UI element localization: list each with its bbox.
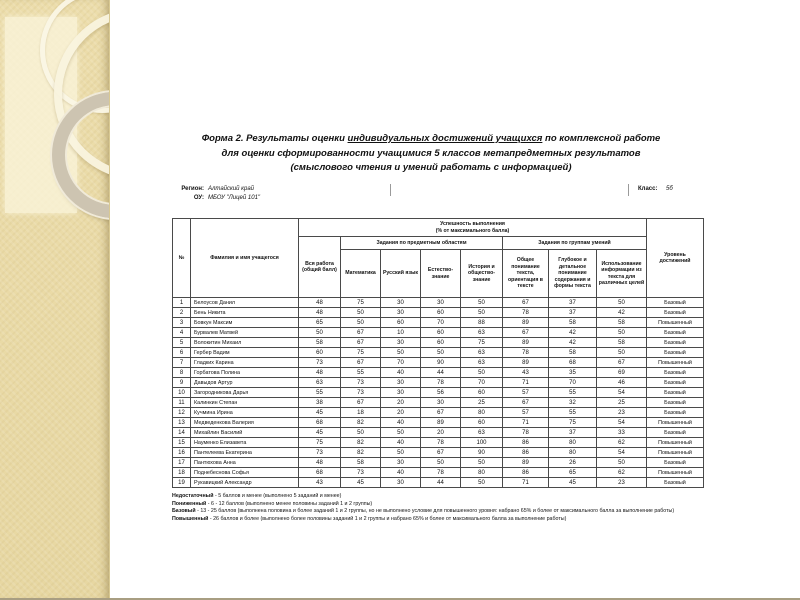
table-row	[173, 308, 704, 318]
score-cell: 86	[503, 448, 549, 458]
score-cell: 23	[597, 478, 647, 488]
col-header-info-usage: Использование информации из текста для различных целей	[597, 250, 647, 298]
legend-line: Пониженный - 6 - 12 баллов (выполнено менее половины заданий 1 и 2 группы)	[172, 500, 373, 507]
col-header-math: Математика	[341, 250, 381, 298]
score-cell: 89	[503, 338, 549, 348]
student-name-cell: Пантелеева Екатерина	[191, 448, 299, 458]
score-cell: 82	[341, 448, 381, 458]
score-cell: 30	[381, 478, 421, 488]
score-cell: 78	[503, 308, 549, 318]
score-cell: 67	[341, 328, 381, 338]
col-header-deep-understanding: Глубокое и детальное понимание содержания и формы текста	[549, 250, 597, 298]
score-cell: 65	[549, 468, 597, 478]
score-cell: 25	[597, 398, 647, 408]
legend-line: Недостаточный - 5 баллов и менее (выполнено 5 заданий и менее)	[172, 493, 342, 499]
score-cell: 80	[549, 438, 597, 448]
row-number-cell: 18	[173, 468, 191, 478]
score-cell: 40	[381, 368, 421, 378]
col-header-skills-group: Задания по группам умений	[503, 237, 647, 250]
score-cell: 58	[597, 338, 647, 348]
level-cell: Базовый	[647, 378, 704, 388]
score-cell: 67	[503, 298, 549, 308]
score-cell: 60	[299, 348, 341, 358]
score-cell: 54	[597, 388, 647, 398]
col-header-science: Естество-знание	[421, 250, 461, 298]
slide-title	[148, 132, 714, 176]
score-cell: 57	[503, 388, 549, 398]
score-cell: 63	[461, 328, 503, 338]
table-row	[173, 338, 704, 348]
score-cell: 58	[299, 338, 341, 348]
score-cell: 40	[381, 418, 421, 428]
row-number-cell: 13	[173, 418, 191, 428]
score-cell: 10	[381, 328, 421, 338]
row-number-cell: 4	[173, 328, 191, 338]
score-cell: 62	[597, 468, 647, 478]
score-cell: 73	[299, 448, 341, 458]
score-cell: 30	[421, 298, 461, 308]
score-cell: 45	[341, 478, 381, 488]
score-cell: 70	[421, 318, 461, 328]
class-label: Класс:	[638, 186, 658, 192]
score-cell: 20	[421, 428, 461, 438]
score-cell: 50	[341, 318, 381, 328]
level-cell: Повышенный	[647, 468, 704, 478]
row-number-cell: 9	[173, 378, 191, 388]
score-cell: 50	[421, 458, 461, 468]
decorative-sidebar	[0, 0, 110, 600]
score-cell: 89	[503, 458, 549, 468]
table-row	[173, 348, 704, 358]
level-cell: Базовый	[647, 348, 704, 358]
score-cell: 60	[421, 338, 461, 348]
table-row	[173, 418, 704, 428]
score-cell: 58	[597, 318, 647, 328]
separator-tick-left	[390, 184, 391, 196]
score-cell: 71	[503, 378, 549, 388]
level-cell: Базовый	[647, 308, 704, 318]
table-row	[173, 298, 704, 308]
legend-line: Базовый - 13 - 25 баллов (выполнена половина и более заданий 1 и 2 группы, но не выполнено условие для повышенного уровня: набрано 65% и более от максимального балла за выполнение работы)	[172, 508, 675, 515]
score-cell: 50	[597, 298, 647, 308]
score-cell: 75	[549, 418, 597, 428]
student-name-cell: Волокитин Михаил	[191, 338, 299, 348]
score-cell: 50	[341, 428, 381, 438]
score-cell: 70	[381, 358, 421, 368]
score-cell: 45	[299, 408, 341, 418]
score-cell: 50	[597, 458, 647, 468]
student-name-cell: Гладких Карина	[191, 358, 299, 368]
score-cell: 69	[597, 368, 647, 378]
score-cell: 46	[597, 378, 647, 388]
score-cell: 67	[503, 328, 549, 338]
results-table	[172, 218, 704, 488]
row-number-cell: 15	[173, 438, 191, 448]
score-cell: 35	[549, 368, 597, 378]
level-cell: Базовый	[647, 398, 704, 408]
score-cell: 78	[503, 348, 549, 358]
score-cell: 23	[597, 408, 647, 418]
score-cell: 60	[461, 388, 503, 398]
level-cell: Базовый	[647, 298, 704, 308]
table-row	[173, 408, 704, 418]
score-cell: 45	[299, 428, 341, 438]
score-cell: 67	[421, 408, 461, 418]
score-cell: 20	[381, 408, 421, 418]
score-cell: 70	[461, 378, 503, 388]
table-row	[173, 378, 704, 388]
score-cell: 50	[461, 308, 503, 318]
score-cell: 60	[421, 308, 461, 318]
score-cell: 58	[341, 458, 381, 468]
row-number-cell: 2	[173, 308, 191, 318]
score-cell: 44	[421, 478, 461, 488]
score-cell: 82	[341, 418, 381, 428]
class-value: 5б	[666, 186, 673, 192]
table-row	[173, 468, 704, 478]
level-cell: Повышенный	[647, 448, 704, 458]
score-cell: 75	[341, 348, 381, 358]
table-row	[173, 318, 704, 328]
score-cell: 50	[299, 328, 341, 338]
score-cell: 63	[461, 358, 503, 368]
table-row	[173, 358, 704, 368]
score-cell: 60	[421, 328, 461, 338]
score-cell: 42	[549, 338, 597, 348]
student-name-cell: Горбатова Полина	[191, 368, 299, 378]
score-cell: 54	[597, 448, 647, 458]
score-cell: 50	[461, 458, 503, 468]
level-cell: Повышенный	[647, 418, 704, 428]
score-cell: 30	[381, 338, 421, 348]
score-cell: 55	[549, 408, 597, 418]
level-cell: Базовый	[647, 368, 704, 378]
level-cell: Базовый	[647, 458, 704, 468]
score-cell: 50	[461, 478, 503, 488]
levels-legend	[172, 493, 700, 524]
score-cell: 38	[299, 398, 341, 408]
title-line-2: для оценки сформированности учащимися 5 классов метапредметных результатов	[221, 147, 641, 159]
score-cell: 63	[461, 428, 503, 438]
score-cell: 73	[299, 358, 341, 368]
student-name-cell: Бурвалев Матвей	[191, 328, 299, 338]
score-cell: 78	[421, 468, 461, 478]
score-cell: 50	[597, 328, 647, 338]
row-number-cell: 5	[173, 338, 191, 348]
score-cell: 60	[461, 418, 503, 428]
score-cell: 75	[299, 438, 341, 448]
score-cell: 25	[461, 398, 503, 408]
level-cell: Базовый	[647, 388, 704, 398]
row-number-cell: 3	[173, 318, 191, 328]
score-cell: 57	[503, 408, 549, 418]
score-cell: 50	[381, 448, 421, 458]
col-header-subjects-group: Задания по предметным областям	[341, 237, 503, 250]
score-cell: 78	[421, 438, 461, 448]
score-cell: 88	[461, 318, 503, 328]
score-cell: 67	[341, 338, 381, 348]
score-cell: 80	[461, 468, 503, 478]
score-cell: 67	[341, 358, 381, 368]
student-name-cell: Рукавицкий Александр	[191, 478, 299, 488]
score-cell: 63	[299, 378, 341, 388]
score-cell: 90	[421, 358, 461, 368]
table-body	[173, 298, 704, 488]
row-number-cell: 14	[173, 428, 191, 438]
score-cell: 43	[503, 368, 549, 378]
score-cell: 82	[341, 438, 381, 448]
score-cell: 43	[299, 478, 341, 488]
score-cell: 73	[341, 468, 381, 478]
row-number-cell: 1	[173, 298, 191, 308]
table-row	[173, 328, 704, 338]
student-name-cell: Гербер Вадим	[191, 348, 299, 358]
score-cell: 71	[503, 478, 549, 488]
region-value: Алтайский край	[208, 186, 255, 192]
col-header-general-understanding: Общее понимание текста, ориентация в тексте	[503, 250, 549, 298]
score-cell: 56	[421, 388, 461, 398]
row-number-cell: 10	[173, 388, 191, 398]
row-number-cell: 11	[173, 398, 191, 408]
score-cell: 48	[299, 298, 341, 308]
score-cell: 67	[503, 398, 549, 408]
score-cell: 48	[299, 308, 341, 318]
col-header-success: Успешность выполнения (% от максимального балла)	[299, 219, 647, 237]
score-cell: 68	[299, 468, 341, 478]
score-cell: 33	[597, 428, 647, 438]
table-row	[173, 478, 704, 488]
score-cell: 40	[381, 438, 421, 448]
student-name-cell: Михайлин Василий	[191, 428, 299, 438]
col-header-name: Фамилия и имя учащегося	[191, 219, 299, 298]
score-cell: 70	[549, 378, 597, 388]
score-cell: 73	[341, 378, 381, 388]
col-header-num: №	[173, 219, 191, 298]
score-cell: 89	[421, 418, 461, 428]
table-row	[173, 398, 704, 408]
student-name-cell: Белоусов Данил	[191, 298, 299, 308]
score-cell: 65	[299, 318, 341, 328]
score-cell: 50	[381, 428, 421, 438]
table-row	[173, 428, 704, 438]
score-cell: 50	[597, 348, 647, 358]
score-cell: 100	[461, 438, 503, 448]
score-cell: 75	[461, 338, 503, 348]
level-cell: Повышенный	[647, 318, 704, 328]
ou-value: МБОУ "Лицей 101"	[208, 195, 261, 201]
score-cell: 50	[461, 368, 503, 378]
table-row	[173, 388, 704, 398]
level-cell: Базовый	[647, 478, 704, 488]
score-cell: 37	[549, 308, 597, 318]
score-cell: 78	[421, 378, 461, 388]
student-name-cell: Бовкун Максим	[191, 318, 299, 328]
score-cell: 86	[503, 438, 549, 448]
student-name-cell: Науменко Елизавета	[191, 438, 299, 448]
score-cell: 68	[549, 358, 597, 368]
col-header-history: История и общество-знание	[461, 250, 503, 298]
score-cell: 30	[381, 298, 421, 308]
table-row	[173, 458, 704, 468]
col-header-level: Уровень достижений	[647, 219, 704, 298]
score-cell: 26	[549, 458, 597, 468]
score-cell: 90	[461, 448, 503, 458]
score-cell: 37	[549, 298, 597, 308]
score-cell: 78	[503, 428, 549, 438]
score-cell: 50	[341, 308, 381, 318]
score-cell: 44	[421, 368, 461, 378]
score-cell: 20	[381, 398, 421, 408]
row-number-cell: 16	[173, 448, 191, 458]
level-cell: Базовый	[647, 338, 704, 348]
score-cell: 30	[381, 458, 421, 468]
row-number-cell: 7	[173, 358, 191, 368]
score-cell: 37	[549, 428, 597, 438]
score-cell: 80	[461, 408, 503, 418]
score-cell: 18	[341, 408, 381, 418]
score-cell: 50	[461, 298, 503, 308]
row-number-cell: 6	[173, 348, 191, 358]
student-name-cell: Загородникова Дарья	[191, 388, 299, 398]
student-name-cell: Медведенкова Валерия	[191, 418, 299, 428]
separator-tick-right	[628, 184, 629, 196]
score-cell: 55	[549, 388, 597, 398]
score-cell: 58	[549, 348, 597, 358]
table-row	[173, 438, 704, 448]
title-underlined-phrase: индивидуальных достижений учащихся	[347, 133, 543, 144]
student-name-cell: Пантюхова Анна	[191, 458, 299, 468]
score-cell: 58	[549, 318, 597, 328]
col-header-russian: Русский язык	[381, 250, 421, 298]
level-cell: Базовый	[647, 328, 704, 338]
score-cell: 55	[341, 368, 381, 378]
score-cell: 71	[503, 418, 549, 428]
ou-label: ОУ:	[193, 195, 204, 201]
score-cell: 67	[597, 358, 647, 368]
student-name-cell: Давыдов Артур	[191, 378, 299, 388]
score-cell: 86	[503, 468, 549, 478]
student-name-cell: Бень Никита	[191, 308, 299, 318]
student-name-cell: Калинкин Степан	[191, 398, 299, 408]
table-row	[173, 368, 704, 378]
score-cell: 73	[341, 388, 381, 398]
title-line-3: (смыслового чтения и умений работать с информацией)	[290, 162, 572, 174]
score-cell: 48	[299, 368, 341, 378]
score-cell: 30	[381, 378, 421, 388]
score-cell: 32	[549, 398, 597, 408]
score-cell: 89	[503, 358, 549, 368]
score-cell: 62	[597, 438, 647, 448]
score-cell: 89	[503, 318, 549, 328]
score-cell: 48	[299, 458, 341, 468]
table-row	[173, 448, 704, 458]
student-name-cell: Поднебеснова Софья	[191, 468, 299, 478]
score-cell: 40	[381, 468, 421, 478]
score-cell: 45	[549, 478, 597, 488]
legend-line: Повышенный - 26 баллов и более (выполнено более половины заданий 1 и 2 группы и набрано 65% и более от максимального балла за выполнение работы)	[172, 516, 567, 523]
score-cell: 30	[421, 398, 461, 408]
level-cell: Базовый	[647, 408, 704, 418]
row-number-cell: 12	[173, 408, 191, 418]
level-cell: Базовый	[647, 428, 704, 438]
score-cell: 54	[597, 418, 647, 428]
score-cell: 67	[421, 448, 461, 458]
col-header-total: Вся работа (общий балл)	[299, 237, 341, 298]
region-label: Регион:	[181, 186, 204, 192]
level-cell: Повышенный	[647, 438, 704, 448]
score-cell: 50	[421, 348, 461, 358]
score-cell: 80	[549, 448, 597, 458]
row-number-cell: 19	[173, 478, 191, 488]
score-cell: 30	[381, 308, 421, 318]
score-cell: 50	[381, 348, 421, 358]
score-cell: 55	[299, 388, 341, 398]
level-cell: Повышенный	[647, 358, 704, 368]
score-cell: 60	[381, 318, 421, 328]
score-cell: 30	[381, 388, 421, 398]
row-number-cell: 8	[173, 368, 191, 378]
score-cell: 68	[299, 418, 341, 428]
title-line-1: Форма 2. Результаты оценки индивидуальных достижений учащихся по комплексной работе	[201, 133, 661, 144]
score-cell: 67	[341, 398, 381, 408]
score-cell: 42	[597, 308, 647, 318]
score-cell: 42	[549, 328, 597, 338]
student-name-cell: Кучмина Ирина	[191, 408, 299, 418]
row-number-cell: 17	[173, 458, 191, 468]
score-cell: 75	[341, 298, 381, 308]
score-cell: 63	[461, 348, 503, 358]
